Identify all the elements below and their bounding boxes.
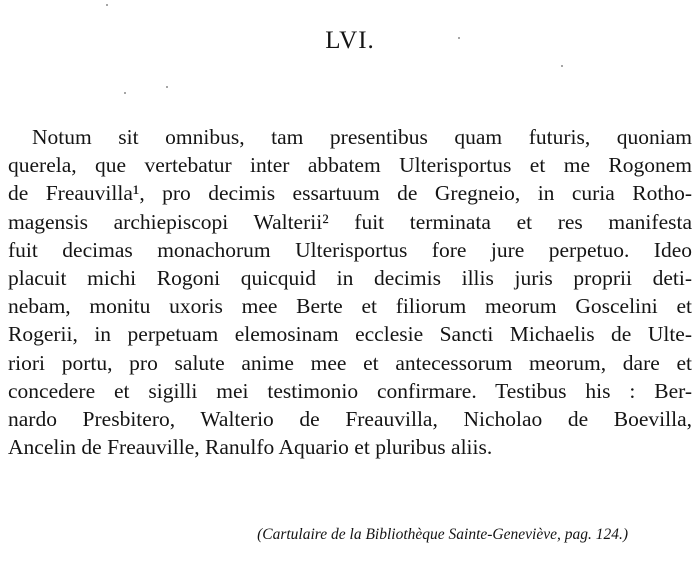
scan-speck (166, 86, 168, 88)
scan-speck (124, 92, 126, 94)
scan-speck (106, 4, 108, 6)
text-line: placuit michi Rogoni quicquid in decimis illis juris proprii deti- (8, 266, 692, 291)
text-line: nebam, monitu uxoris mee Berte et filiorum meorum Goscelini et (8, 294, 692, 319)
charter-text (8, 123, 692, 461)
text-line: Notum sit omnibus, tam presentibus quam futuris, quoniam (32, 125, 692, 149)
source-citation: (Cartulaire de la Bibliothèque Sainte-Geneviève, pag. 124.) (257, 526, 628, 543)
text-line: de Freauvilla¹, pro decimis essartuum de Gregneio, in curia Rotho- (8, 181, 692, 206)
text-line: magensis archiepiscopi Walterii² fuit terminata et res manifesta (8, 209, 692, 234)
charter-number-heading: LVI. (325, 27, 375, 54)
text-line: riori portu, pro salute anime mee et antecessorum meorum, dare et (8, 350, 692, 375)
text-line: Rogerii, in perpetuam elemosinam ecclesie Sancti Michaelis de Ulte- (8, 322, 692, 347)
text-line: fuit decimas monachorum Ulterisportus fore jure perpetuo. Ideo (8, 237, 692, 262)
text-line: Ancelin de Freauville, Ranulfo Aquario et pluribus aliis. (8, 435, 493, 460)
scan-speck (458, 37, 460, 39)
text-line: querela, que vertebatur inter abbatem Ulterisportus et me Rogonem (8, 153, 692, 178)
text-line: concedere et sigilli mei testimonio confirmare. Testibus his : Ber- (8, 378, 692, 403)
text-line: nardo Presbitero, Walterio de Freauvilla, Nicholao de Boevilla, (8, 407, 692, 432)
scan-speck (561, 65, 563, 67)
